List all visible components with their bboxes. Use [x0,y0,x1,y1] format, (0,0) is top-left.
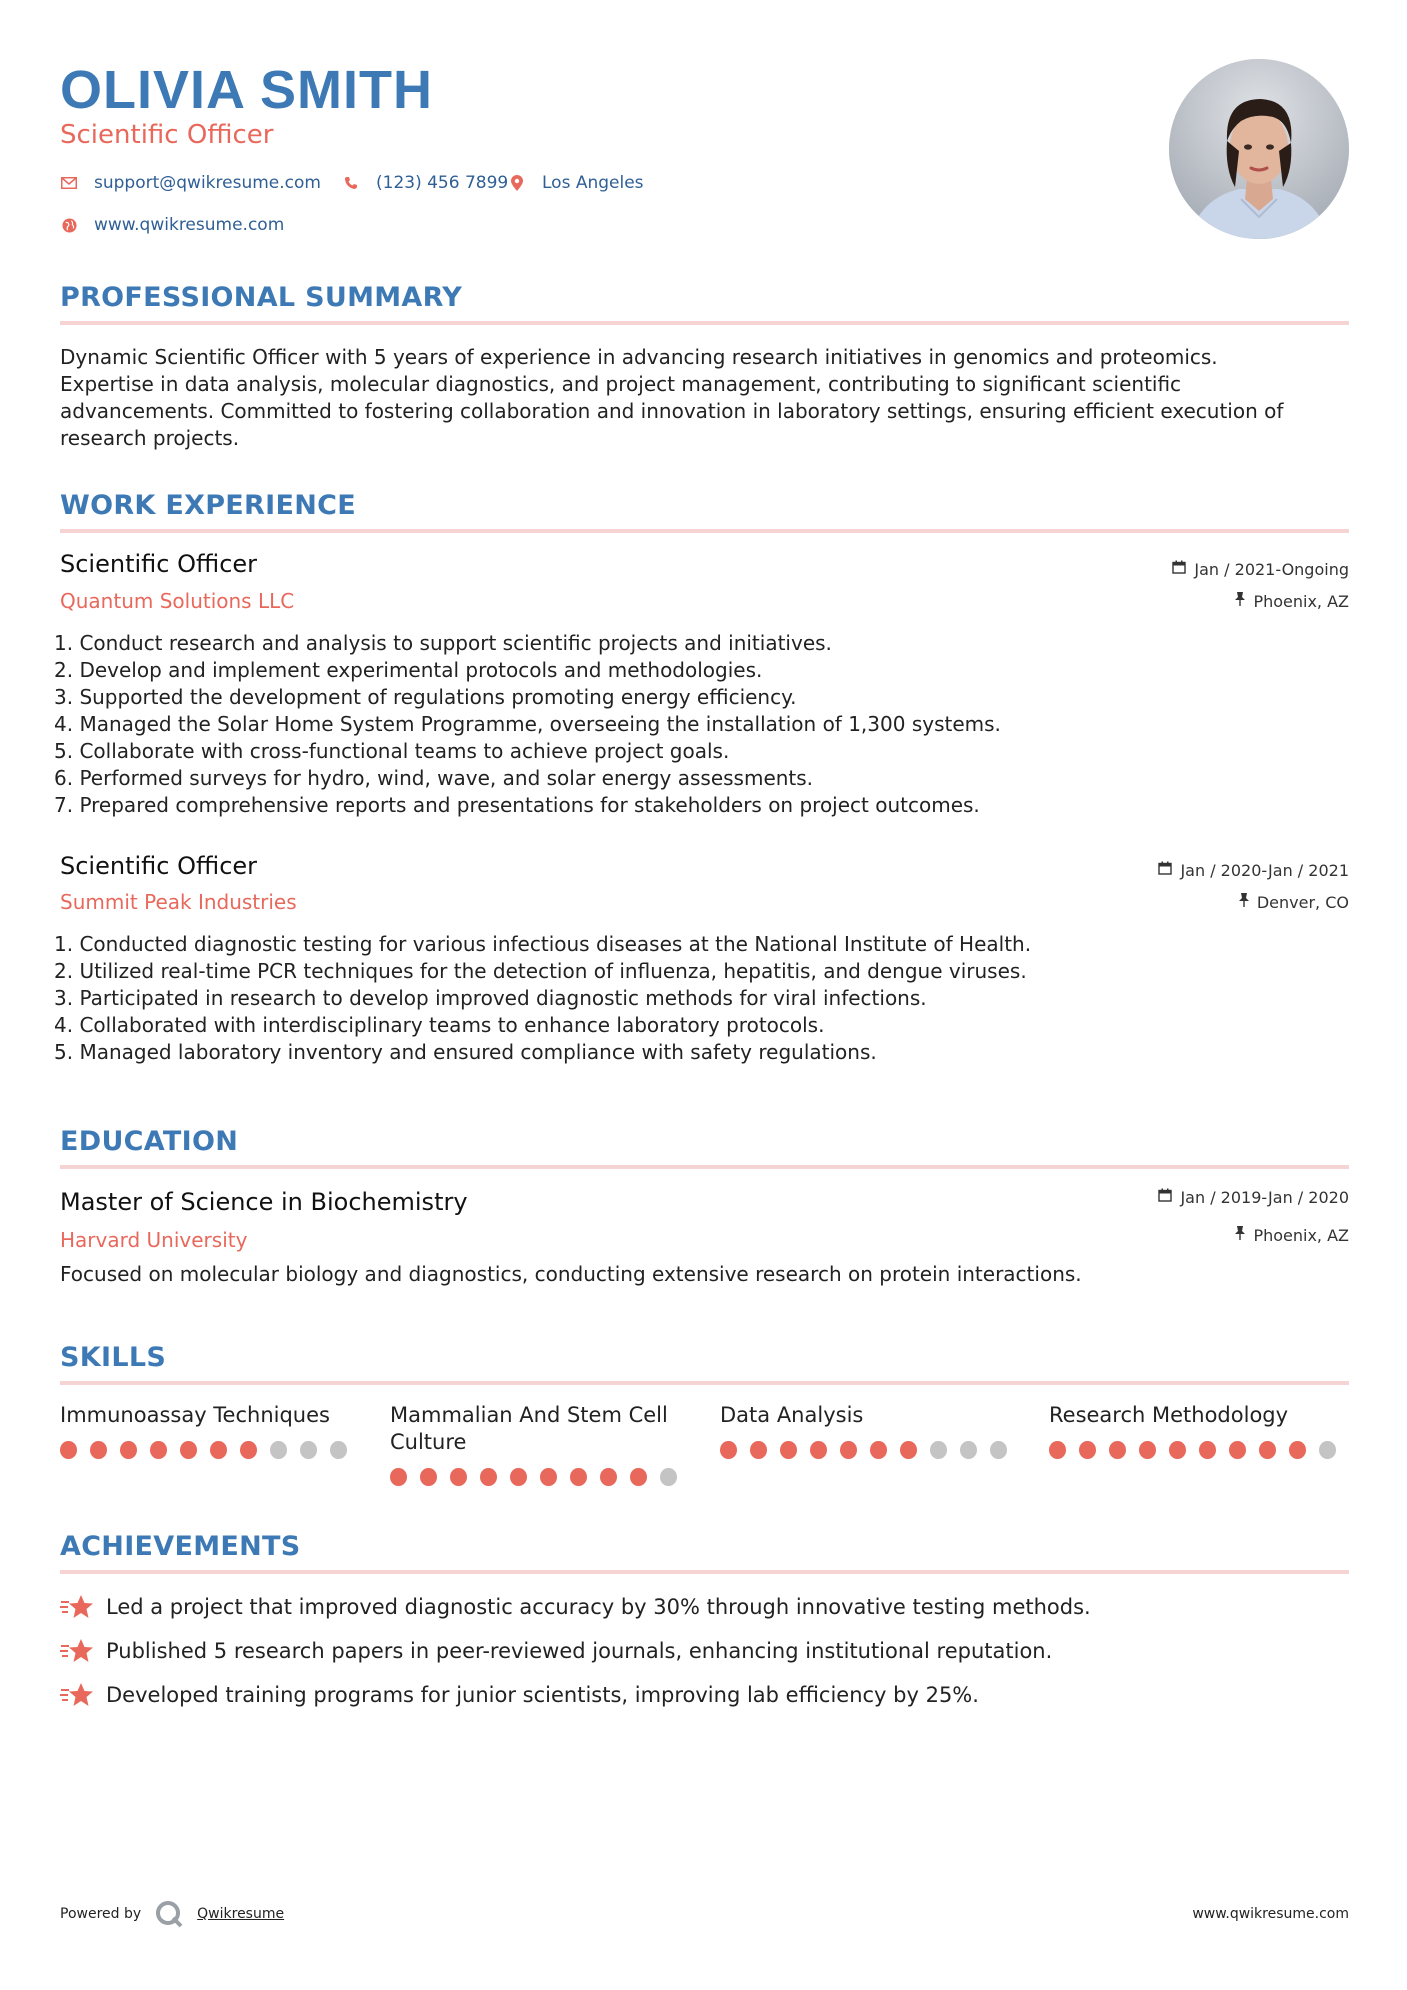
rating-dot-filled [780,1441,797,1459]
summary-line: Expertise in data analysis, molecular diagnostics, and project management, contributing to significant scientific [60,372,1182,396]
summary-heading: PROFESSIONAL SUMMARY [60,282,463,313]
rating-dot-filled [60,1441,77,1459]
rating-dot-filled [900,1441,917,1459]
pushpin-icon [1235,591,1245,613]
job-dates-text: Jan / 2021-Ongoing [1194,560,1349,579]
rating-dot-filled [540,1468,557,1486]
rating-dot-filled [210,1441,227,1459]
star-icon [60,1592,94,1622]
rating-dot-filled [450,1468,467,1486]
job-dates-text: Jan / 2020-Jan / 2021 [1180,861,1349,880]
rating-dot-filled [90,1441,107,1459]
candidate-name: OLIVIA SMITH [60,60,433,120]
rating-dot-filled [870,1441,887,1459]
skill-item [1049,1402,1349,1459]
star-icon [60,1680,94,1710]
phone-icon [342,174,360,192]
achievements-heading: ACHIEVEMENTS [60,1531,301,1562]
achievements-divider [60,1570,1349,1574]
experience-heading: WORK EXPERIENCE [60,490,356,521]
map-pin-icon [508,174,526,192]
achievement-item [60,1636,1052,1666]
rating-dot-filled [840,1441,857,1459]
skill-rating [720,1441,1020,1459]
rating-dot-empty [660,1468,677,1486]
list-item: 5. Managed laboratory inventory and ensured compliance with safety regulations. [54,1040,877,1064]
email-text: support@qwikresume.com [94,173,321,193]
qwikresume-logo-icon [155,1900,183,1928]
school-name: Harvard University [60,1228,248,1252]
skills-heading: SKILLS [60,1342,167,1373]
phone-text: (123) 456 7899 [376,173,509,193]
skill-item [60,1402,360,1459]
achievement-item [60,1680,979,1710]
rating-dot-filled [1079,1441,1096,1459]
rating-dot-filled [750,1441,767,1459]
job-duties-list [54,931,1349,1066]
achievement-item [60,1592,1091,1622]
profile-photo [1169,59,1349,239]
powered-by [60,1900,284,1928]
rating-dot-filled [1169,1441,1186,1459]
education-dates [1158,1187,1349,1209]
rating-dot-empty [990,1441,1007,1459]
location-text: Los Angeles [542,173,644,193]
contact-email[interactable] [60,173,321,193]
skill-name: Data Analysis [720,1403,864,1427]
job-title: Scientific Officer [60,550,258,578]
contact-location [508,173,644,193]
rating-dot-empty [300,1441,317,1459]
rating-dot-filled [600,1468,617,1486]
skill-name: Immunoassay Techniques [60,1403,330,1427]
summary-divider [60,321,1349,325]
education-location-text: Phoenix, AZ [1253,1226,1349,1245]
list-item: 3. Supported the development of regulations promoting energy efficiency. [54,685,797,709]
list-item: 2. Develop and implement experimental protocols and methodologies. [54,658,763,682]
qwikresume-link[interactable]: Qwikresume [197,1906,285,1922]
rating-dot-filled [120,1441,137,1459]
list-item: 1. Conducted diagnostic testing for various infectious diseases at the National Institute of Health. [54,932,1032,956]
calendar-icon [1158,860,1172,882]
list-item: 3. Participated in research to develop improved diagnostic methods for viral infections. [54,986,927,1010]
summary-line: research projects. [60,426,240,450]
list-item: 4. Collaborated with interdisciplinary teams to enhance laboratory protocols. [54,1013,825,1037]
education-location [1235,1225,1349,1247]
degree-title: Master of Science in Biochemistry [60,1188,468,1216]
list-item: 1. Conduct research and analysis to support scientific projects and initiatives. [54,631,832,655]
pushpin-icon [1239,892,1249,914]
job-location-text: Phoenix, AZ [1253,592,1349,611]
skill-name: Research Methodology [1049,1403,1289,1427]
rating-dot-filled [150,1441,167,1459]
rating-dot-filled [240,1441,257,1459]
rating-dot-filled [420,1468,437,1486]
rating-dot-filled [1199,1441,1216,1459]
rating-dot-filled [1229,1441,1246,1459]
resume-page [54,0,1349,1990]
rating-dot-filled [1109,1441,1126,1459]
skill-rating [390,1468,690,1486]
footer-website[interactable]: www.qwikresume.com [1192,1906,1349,1922]
skill-rating [60,1441,360,1459]
job-title: Scientific Officer [60,852,258,880]
pushpin-icon [1235,1225,1245,1247]
contact-phone[interactable] [342,173,508,193]
rating-dot-filled [1289,1441,1306,1459]
experience-divider [60,529,1349,533]
star-icon [60,1636,94,1666]
achievement-text: Developed training programs for junior scientists, improving lab efficiency by 25%. [106,1683,979,1707]
list-item: 6. Performed surveys for hydro, wind, wave, and solar energy assessments. [54,766,814,790]
summary-line: Dynamic Scientific Officer with 5 years of experience in advancing research initiatives in genomics and proteomics. [60,345,1218,369]
rating-dot-filled [180,1441,197,1459]
job-dates [1172,559,1349,581]
job-company: Summit Peak Industries [60,890,297,914]
achievement-text: Published 5 research papers in peer-reviewed journals, enhancing institutional reputation. [106,1639,1053,1663]
list-item: 5. Collaborate with cross-functional teams to achieve project goals. [54,739,730,763]
rating-dot-filled [480,1468,497,1486]
calendar-icon [1158,1187,1172,1209]
list-item: 4. Managed the Solar Home System Programme, overseeing the installation of 1,300 systems. [54,712,1001,736]
envelope-icon [60,174,78,192]
rating-dot-filled [810,1441,827,1459]
skill-rating [1049,1441,1349,1459]
job-location-text: Denver, CO [1256,893,1349,912]
summary-text [60,344,1349,452]
rating-dot-empty [270,1441,287,1459]
education-dates-text: Jan / 2019-Jan / 2020 [1180,1188,1349,1207]
rating-dot-filled [510,1468,527,1486]
skill-item [390,1402,690,1486]
rating-dot-empty [960,1441,977,1459]
globe-icon [60,216,78,234]
rating-dot-filled [390,1468,407,1486]
achievement-text: Led a project that improved diagnostic accuracy by 30% through innovative testing methods. [106,1595,1091,1619]
education-heading: EDUCATION [60,1126,239,1157]
list-item: 7. Prepared comprehensive reports and presentations for stakeholders on project outcomes. [54,793,980,817]
rating-dot-empty [1319,1441,1336,1459]
job-duties-list [54,630,1349,819]
rating-dot-filled [720,1441,737,1459]
website-text: www.qwikresume.com [94,215,285,235]
job-location [1239,892,1349,914]
contact-website[interactable] [60,215,284,235]
candidate-title: Scientific Officer [60,120,274,150]
skill-name: Mammalian And Stem Cell Culture [390,1403,668,1454]
rating-dot-filled [1139,1441,1156,1459]
job-location [1235,591,1349,613]
rating-dot-filled [570,1468,587,1486]
rating-dot-empty [330,1441,347,1459]
education-description: Focused on molecular biology and diagnostics, conducting extensive research on protein interactions. [60,1262,1082,1286]
job-company: Quantum Solutions LLC [60,589,295,613]
rating-dot-filled [630,1468,647,1486]
rating-dot-empty [930,1441,947,1459]
list-item: 2. Utilized real-time PCR techniques for the detection of influenza, hepatitis, and dengue viruses. [54,959,1027,983]
education-divider [60,1165,1349,1169]
summary-line: advancements. Committed to fostering collaboration and innovation in laboratory settings, ensuring efficient execution of [60,399,1284,423]
rating-dot-filled [1259,1441,1276,1459]
skill-item [720,1402,1020,1459]
calendar-icon [1172,559,1186,581]
job-dates [1158,860,1349,882]
rating-dot-filled [1049,1441,1066,1459]
skills-divider [60,1381,1349,1385]
powered-by-label: Powered by [60,1906,142,1922]
